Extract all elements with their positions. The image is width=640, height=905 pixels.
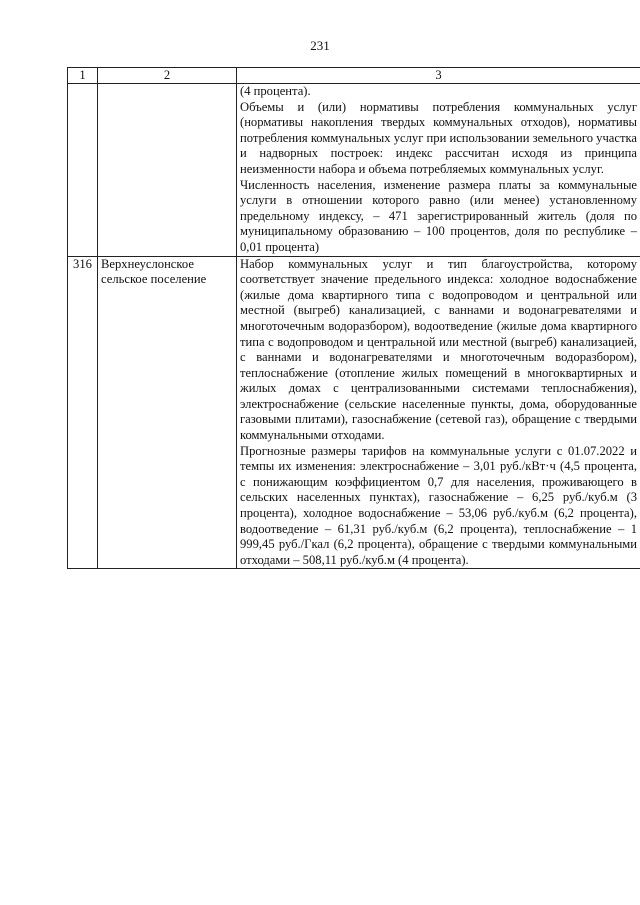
header-col-1: 1 (68, 68, 98, 84)
settlement-name (98, 84, 237, 257)
indicator-text (237, 84, 640, 257)
paragraph: (4 процента). (240, 84, 311, 98)
paragraph: Численность населения, изменение размера платы за коммунальные услуги в отношении которого равно (или менее) установленному предельному индексу, – 471 зарегистрированный житель (доля по муниципальному образованию – 100 процентов, доля по республике – 0,01 процента) (240, 177, 637, 254)
page-number: 231 (310, 38, 330, 53)
paragraph: Прогнозные размеры тарифов на коммунальные услуги с 01.07.2022 и темпы их изменения: электроснабжение – 3,01 руб./кВт·ч (4,5 процента, с понижающим коэффициентом 0,7 для населения, проживающего в сельских населенных пунктах), газоснабжение – 6,25 руб./куб.м (3 процента), холодное водоснабжение – 53,06 руб./куб.м (6,2 процента), водоотведение – 61,31 руб./куб.м (6,2 процента), теплоснабжение – 1 999,45 руб./Гкал (6,2 процента), обращение с твердыми коммунальными отходами – 508,11 руб./куб.м (4 процента). (240, 443, 637, 567)
header-col-2: 2 (98, 68, 237, 84)
header-col-3: 3 (237, 68, 640, 84)
table-header-row (68, 68, 640, 84)
table-row (68, 256, 640, 569)
row-number: 316 (68, 256, 98, 569)
settlements-table (67, 67, 640, 569)
table-row (68, 84, 640, 257)
settlement-name: Верхнеуслонское сельское поселение (98, 256, 237, 569)
paragraph: Набор коммунальных услуг и тип благоустройства, которому соответствует значение предельного индекса: холодное водоснабжение (жилые дома квартирного типа с водопроводом и центральной или местной (выгреб) канализацией, с ваннами и водонагревателями и многоточечным водоразбором), водоотведение (жилые дома квартирного типа с водопроводом и центральной или местной (выгреб) канализацией, с ваннами и водонагревателями и многоточечным водоразбором), теплоснабжение (отопление жилых помещений в многоквартирных и жилых домах с централизованными системами теплоснабжения), электроснабжение (сельские населенные пункты, дома, оборудованные газовыми плитами), газоснабжение (сетевой газ), обращение с твердыми коммунальными отходами. (240, 256, 637, 443)
row-number (68, 84, 98, 257)
paragraph: Объемы и (или) нормативы потребления коммунальных услуг (нормативы накопления твердых коммунальных отходов), нормативы потребления коммунальных услуг при использовании земельного участка и надворных построек: индекс рассчитан исходя из принципа неизменности набора и объема потребляемых коммунальных услуг. (240, 99, 637, 176)
indicator-text (237, 256, 640, 569)
